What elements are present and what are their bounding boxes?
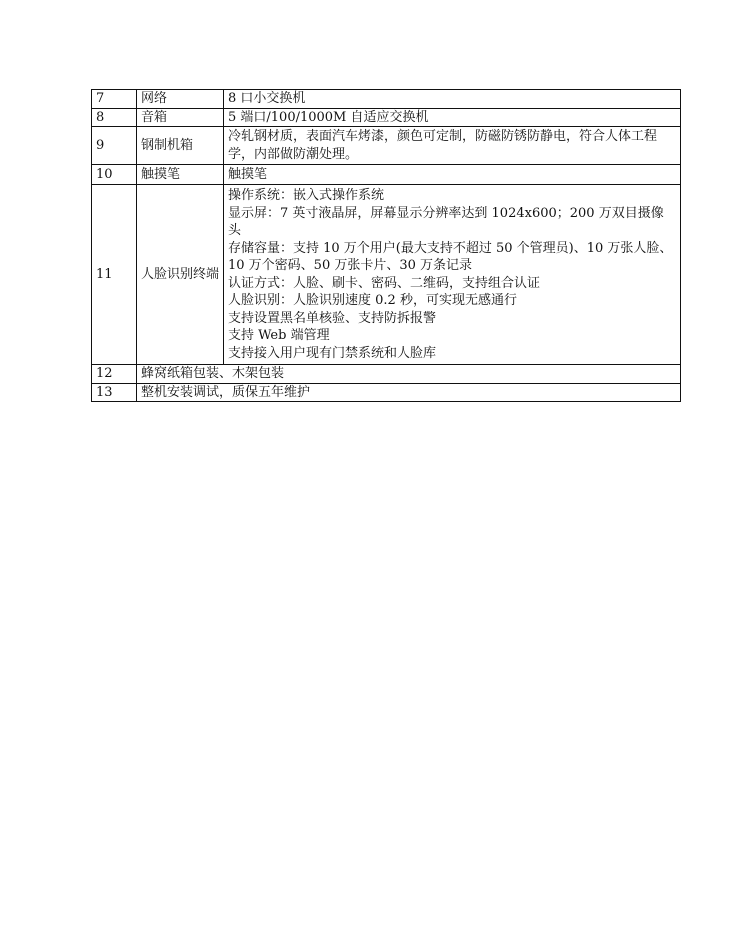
spec-line: 人脸识别：人脸识别速度 0.2 秒，可实现无感通行 (228, 293, 517, 308)
row-number: 8 (92, 108, 137, 127)
item-description: 冷轧钢材质，表面汽车烤漆，颜色可定制，防磁防锈防静电，符合人体工程学，内部做防潮处理。 (224, 127, 681, 165)
item-name: 人脸识别终端 (137, 185, 224, 365)
table-row (92, 90, 681, 109)
row-number: 12 (92, 365, 137, 384)
item-name: 钢制机箱 (137, 127, 224, 165)
spec-line: 操作系统：嵌入式操作系统 (228, 188, 385, 203)
row-number: 9 (92, 127, 137, 165)
table-row (92, 165, 681, 185)
table-row (92, 127, 681, 165)
spec-line: 支持接入用户现有门禁系统和人脸库 (228, 345, 437, 361)
spec-line: 显示屏：7 英寸液晶屏，屏幕显示分辨率达到 1024x600；200 万双目摄像头 (228, 205, 664, 238)
row-number: 10 (92, 165, 137, 185)
merged-description: 蜂窝纸箱包装、木架包装 (137, 365, 681, 384)
item-description: 触摸笔 (224, 165, 681, 185)
spec-line: 支持 Web 端管理 (228, 328, 330, 343)
row-number: 7 (92, 90, 137, 109)
item-description (224, 185, 681, 365)
item-description: 5 端口/100/1000M 自适应交换机 (224, 108, 681, 127)
table-row (92, 108, 681, 127)
item-name: 网络 (137, 90, 224, 109)
merged-description: 整机安装调试，质保五年维护 (137, 383, 681, 402)
spec-line: 存储容量：支持 10 万个用户(最大支持不超过 50 个管理员)、10 万张人脸、10 万个密码、50 万张卡片、30 万条记录 (228, 240, 673, 273)
item-description: 8 口小交换机 (224, 90, 681, 109)
item-name: 触摸笔 (137, 165, 224, 185)
table-row (92, 185, 681, 365)
row-number: 11 (92, 185, 137, 365)
table-row (92, 365, 681, 384)
row-number: 13 (92, 383, 137, 402)
table-row (92, 383, 681, 402)
spec-table (91, 89, 681, 402)
spec-line: 支持设置黑名单核验、支持防拆报警 (228, 310, 437, 326)
spec-line: 认证方式：人脸、刷卡、密码、二维码，支持组合认证 (228, 275, 541, 291)
item-name: 音箱 (137, 108, 224, 127)
